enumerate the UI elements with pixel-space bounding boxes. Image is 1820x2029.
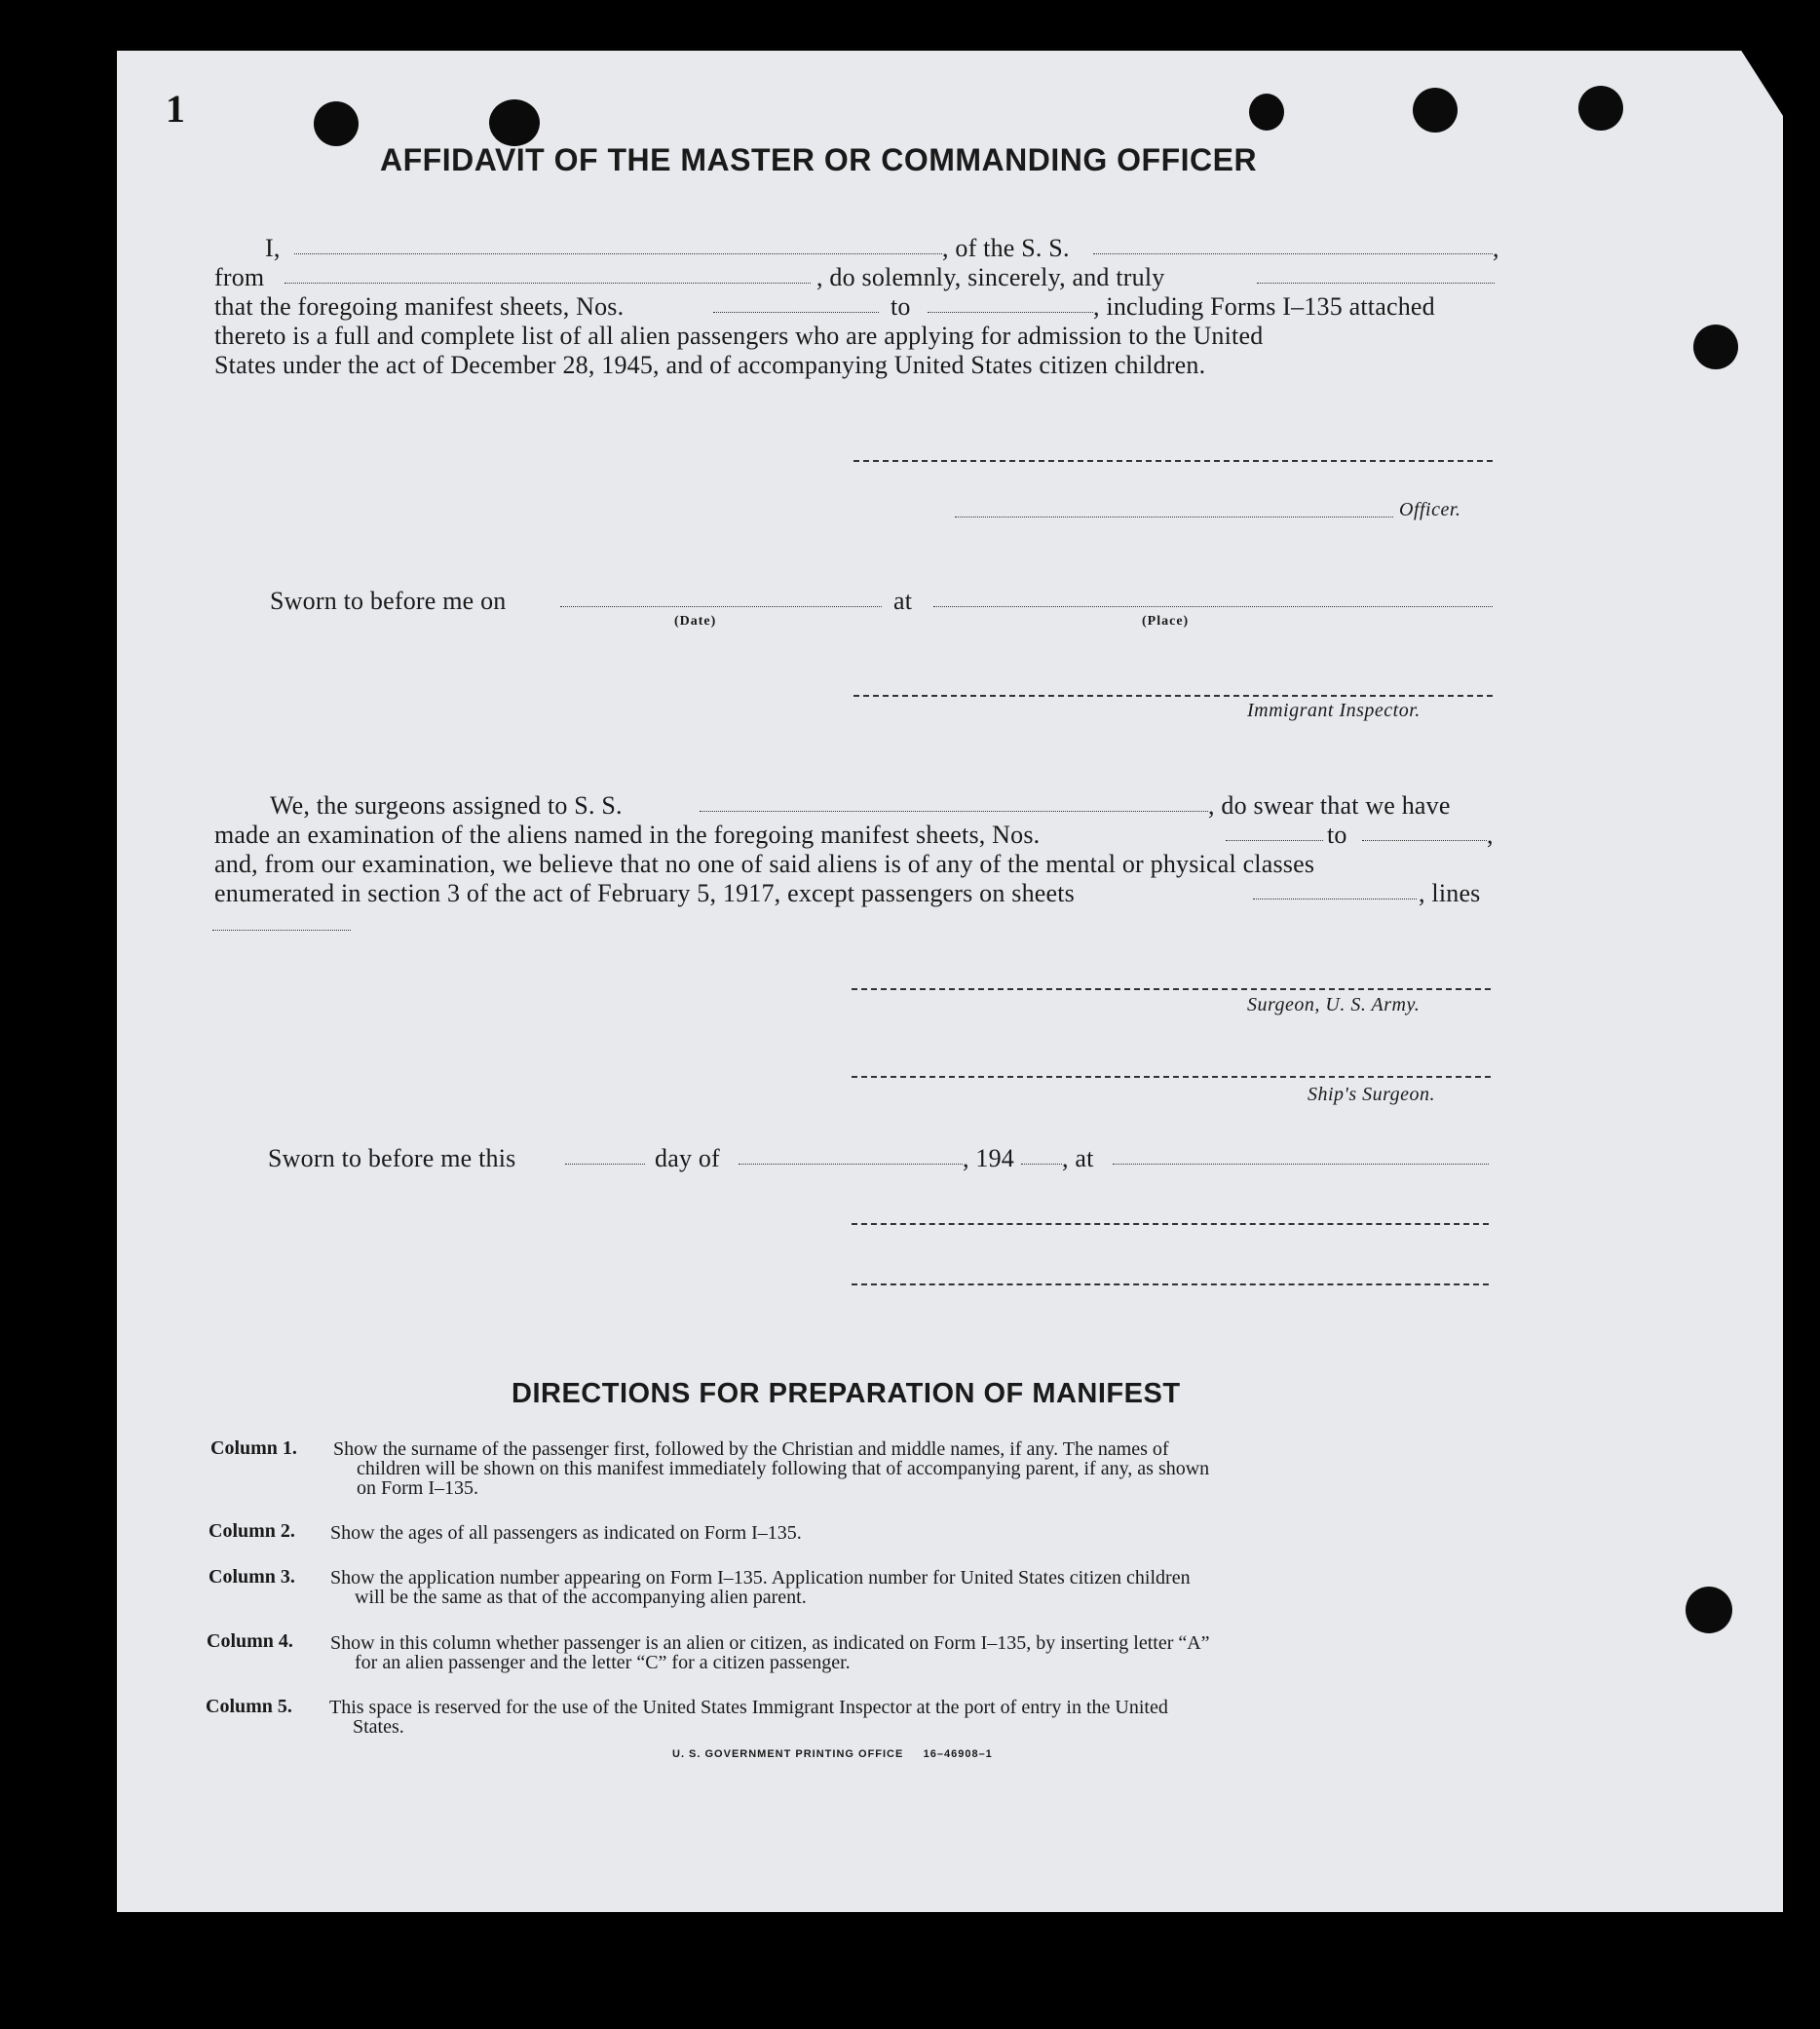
except-sheets-field[interactable]: [1253, 899, 1417, 900]
direction-label: Column 5.: [206, 1696, 292, 1717]
affidavit-text: , including Forms I–135 attached: [1093, 292, 1435, 321]
punch-hole: [1413, 88, 1458, 133]
sworn-text: at: [893, 587, 913, 615]
surgeons-text: enumerated in section 3 of the act of February 5, 1917, except passengers on sheets: [214, 879, 1075, 907]
sheet-to-field[interactable]: [928, 312, 1093, 313]
surgeons-ship-field[interactable]: [700, 811, 1208, 812]
direction-text: for an alien passenger and the letter “C” for a citizen passenger.: [355, 1652, 851, 1673]
affidavit-text: , do solemnly, sincerely, and truly: [816, 263, 1165, 291]
signature-line[interactable]: [853, 460, 1493, 462]
sworn-day-field[interactable]: [565, 1164, 645, 1165]
surgeons-text: , do swear that we have: [1208, 791, 1451, 820]
affidavit-text: , of the S. S.: [942, 234, 1070, 262]
date-caption: (Date): [674, 614, 717, 629]
sworn-year-field[interactable]: [1021, 1164, 1062, 1165]
surgeons-text: , lines: [1419, 879, 1481, 907]
page-number-mark: 1: [166, 87, 185, 131]
signature-line[interactable]: [852, 1223, 1489, 1225]
sworn-text: , 194: [963, 1144, 1014, 1172]
sworn-text: Sworn to before me on: [270, 587, 507, 615]
direction-text: This space is reserved for the use of the United States Immigrant Inspector at the port of entry in the United: [329, 1697, 1168, 1718]
surgeons-text: ,: [1487, 821, 1494, 849]
affidavit-text: thereto is a full and complete list of all alien passengers who are applying for admission to the United: [214, 322, 1264, 350]
except-lines-field[interactable]: [212, 930, 351, 931]
punch-hole: [1693, 325, 1738, 369]
affidavit-title: AFFIDAVIT OF THE MASTER OR COMMANDING OFFICER: [380, 142, 1258, 177]
punch-hole: [1578, 86, 1623, 131]
direction-text: will be the same as that of the accompanying alien parent.: [355, 1587, 807, 1608]
punch-hole: [489, 99, 540, 146]
sworn-text: day of: [655, 1144, 720, 1172]
direction-label: Column 3.: [209, 1566, 295, 1588]
surgeons-sheet-from-field[interactable]: [1226, 840, 1323, 841]
direction-text: Show in this column whether passenger is an alien or citizen, as indicated on Form I–135, by inserting letter “A”: [330, 1632, 1210, 1654]
affidavit-text: that the foregoing manifest sheets, Nos.: [214, 292, 625, 321]
affidavit-text: to: [891, 292, 911, 321]
ships-surgeon-label: Ship's Surgeon.: [1308, 1084, 1436, 1105]
signature-line[interactable]: [852, 988, 1491, 990]
place-caption: (Place): [1142, 614, 1190, 629]
surgeons-text: and, from our examination, we believe that no one of said aliens is of any of the mental or physical classes: [214, 850, 1315, 878]
signature-line[interactable]: [853, 695, 1493, 697]
direction-text: Show the surname of the passenger first, followed by the Christian and middle names, if any. The names of: [333, 1438, 1169, 1460]
direction-label: Column 4.: [207, 1630, 293, 1652]
sworn-date-field[interactable]: [560, 606, 882, 607]
direction-text: Show the ages of all passengers as indicated on Form I–135.: [330, 1522, 802, 1544]
affidavit-text: from: [214, 263, 265, 291]
sworn-location-field[interactable]: [1113, 1164, 1489, 1165]
punch-hole: [314, 101, 359, 146]
sworn-month-field[interactable]: [739, 1164, 963, 1165]
ship-name-field[interactable]: [1093, 253, 1493, 254]
printer-imprint: U. S. GOVERNMENT PRINTING OFFICE 16–46908–1: [672, 1748, 993, 1760]
affirmation-field[interactable]: [1257, 283, 1495, 284]
army-surgeon-label: Surgeon, U. S. Army.: [1247, 994, 1421, 1015]
surgeons-sheet-to-field[interactable]: [1362, 840, 1487, 841]
officer-label: Officer.: [1399, 499, 1461, 520]
affidavit-text: ,: [1493, 234, 1499, 262]
direction-text: States.: [353, 1716, 404, 1738]
direction-label: Column 1.: [210, 1437, 297, 1459]
sworn-text: Sworn to before me this: [268, 1144, 516, 1172]
surgeons-text: to: [1327, 821, 1347, 849]
inspector-label: Immigrant Inspector.: [1247, 700, 1421, 721]
direction-text: children will be shown on this manifest immediately following that of accompanying parent, if any, as shown: [357, 1458, 1210, 1479]
directions-title: DIRECTIONS FOR PREPARATION OF MANIFEST: [512, 1378, 1181, 1409]
punch-hole: [1686, 1587, 1732, 1633]
sworn-place-field[interactable]: [933, 606, 1493, 607]
signature-line[interactable]: [852, 1076, 1491, 1078]
direction-label: Column 2.: [209, 1520, 295, 1542]
surgeons-text: We, the surgeons assigned to S. S.: [270, 791, 623, 820]
direction-text: Show the application number appearing on Form I–135. Application number for United States citizen children: [330, 1567, 1191, 1589]
affidavit-text: States under the act of December 28, 1945, and of accompanying United States citizen children.: [214, 351, 1206, 379]
affidavit-text: I,: [265, 234, 281, 262]
direction-text: on Form I–135.: [357, 1477, 478, 1499]
punch-hole: [1249, 94, 1284, 131]
origin-port-field[interactable]: [284, 283, 811, 284]
surgeons-text: made an examination of the aliens named in the foregoing manifest sheets, Nos.: [214, 821, 1041, 849]
sworn-text: , at: [1062, 1144, 1094, 1172]
master-name-field[interactable]: [294, 253, 942, 254]
signature-line[interactable]: [852, 1283, 1489, 1285]
sheet-from-field[interactable]: [713, 312, 879, 313]
